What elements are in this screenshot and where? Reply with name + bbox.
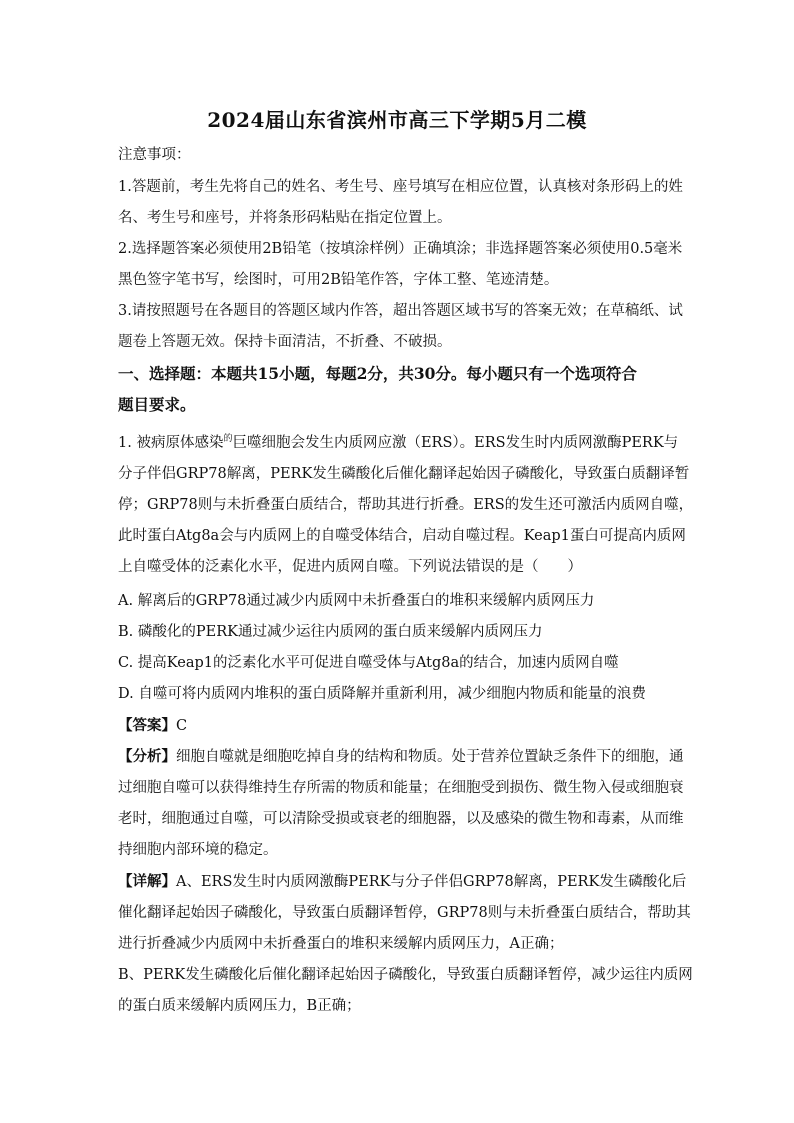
section-heading: 一、选择题：本题共15小题，每题2分，共30分。每小题只有一个选项符合 [118,364,637,383]
analysis-line: 老时，细胞通过自噬，可以清除受损或衰老的细胞器，以及感染的微生物和毒素，从而维 [118,811,684,827]
question-stem-first-line [118,433,678,455]
analysis-text: 细胞自噬就是细胞吃掉自身的结构和物质。处于营养位置缺乏条件下的细胞，通 [176,749,684,765]
notice-line: 黑色签字笔书写，绘图时，可用2B铅笔作答，字体工整、笔迹清楚。 [118,272,559,288]
analysis-tag: 【分析】 [118,748,176,765]
question-stem-text: 巨噬细胞会发生内质网应激（ERS）。ERS发生时内质网激酶PERK与 [232,435,679,451]
notice-line: 2.选择题答案必须使用2B铅笔（按填涂样例）正确填涂；非选择题答案必须使用0.5毫米 [118,241,683,257]
option-b: B. 磷酸化的PERK通过减少运往内质网的蛋白质来缓解内质网压力 [118,624,543,640]
detail-line: 的蛋白质来缓解内质网压力，B正确； [118,998,361,1014]
notice-heading: 注意事项： [118,147,191,163]
analysis-first-line [118,747,684,767]
detail-line: 进行折叠减少内质网中未折叠蛋白的堆积来缓解内质网压力，A正确； [118,936,564,952]
option-a: A. 解离后的GRP78通过减少内质网中未折叠蛋白的堆积来缓解内质网压力 [118,593,595,609]
question-stem-line: 上自噬受体的泛素化水平，促进内质网自噬。下列说法错误的是（ ） [118,559,582,575]
question-stem-superscript: 的 [223,434,233,444]
detail-tag: 【详解】 [118,873,176,890]
answer-tag: 【答案】 [118,717,176,734]
analysis-line: 持细胞内部环境的稳定。 [118,842,278,858]
document-title: 2024届山东省滨州市高三下学期5月二模 [207,108,587,132]
option-d: D. 自噬可将内质网内堆积的蛋白质降解并重新利用，减少细胞内物质和能量的浪费 [118,686,646,702]
answer-line [118,716,187,736]
detail-line: B、PERK发生磷酸化后催化翻译起始因子磷酸化，导致蛋白质翻译暂停，减少运往内质网 [118,967,693,983]
question-stem-text: 1. 被病原体感染 [118,435,224,451]
detail-line: 催化翻译起始因子磷酸化，导致蛋白质翻译暂停，GRP78则与未折叠蛋白质结合，帮助其 [118,905,691,921]
detail-first-line [118,872,686,892]
question-stem-line: 停；GRP78则与未折叠蛋白质结合，帮助其进行折叠。ERS的发生还可激活内质网自噬， [118,497,694,513]
notice-line: 名、考生号和座号，并将条形码粘贴在指定位置上。 [118,210,452,226]
question-stem-line: 此时蛋白Atg8a会与内质网上的自噬受体结合，启动自噬过程。Keap1蛋白可提高内质网 [118,528,686,544]
detail-text: A、ERS发生时内质网激酶PERK与分子伴侣GRP78解离，PERK发生磷酸化后 [176,874,687,890]
answer-value: C [176,718,188,734]
section-heading-cont: 题目要求。 [118,395,196,414]
option-c: C. 提高Keap1的泛素化水平可促进自噬受体与Atg8a的结合，加速内质网自噬 [118,655,619,671]
notice-line: 1.答题前，考生先将自己的姓名、考生号、座号填写在相应位置，认真核对条形码上的姓 [118,179,683,195]
notice-line: 题卷上答题无效。保持卡面清洁，不折叠、不破损。 [118,334,452,350]
analysis-line: 过细胞自噬可以获得维持生存所需的物质和能量；在细胞受到损伤、微生物入侵或细胞衰 [118,780,684,796]
question-stem-line: 分子伴侣GRP78解离，PERK发生磷酸化后催化翻译起始因子磷酸化，导致蛋白质翻译暂 [118,466,690,482]
notice-line: 3.请按照题号在各题目的答题区域内作答，超出答题区域书写的答案无效；在草稿纸、试 [118,303,683,319]
